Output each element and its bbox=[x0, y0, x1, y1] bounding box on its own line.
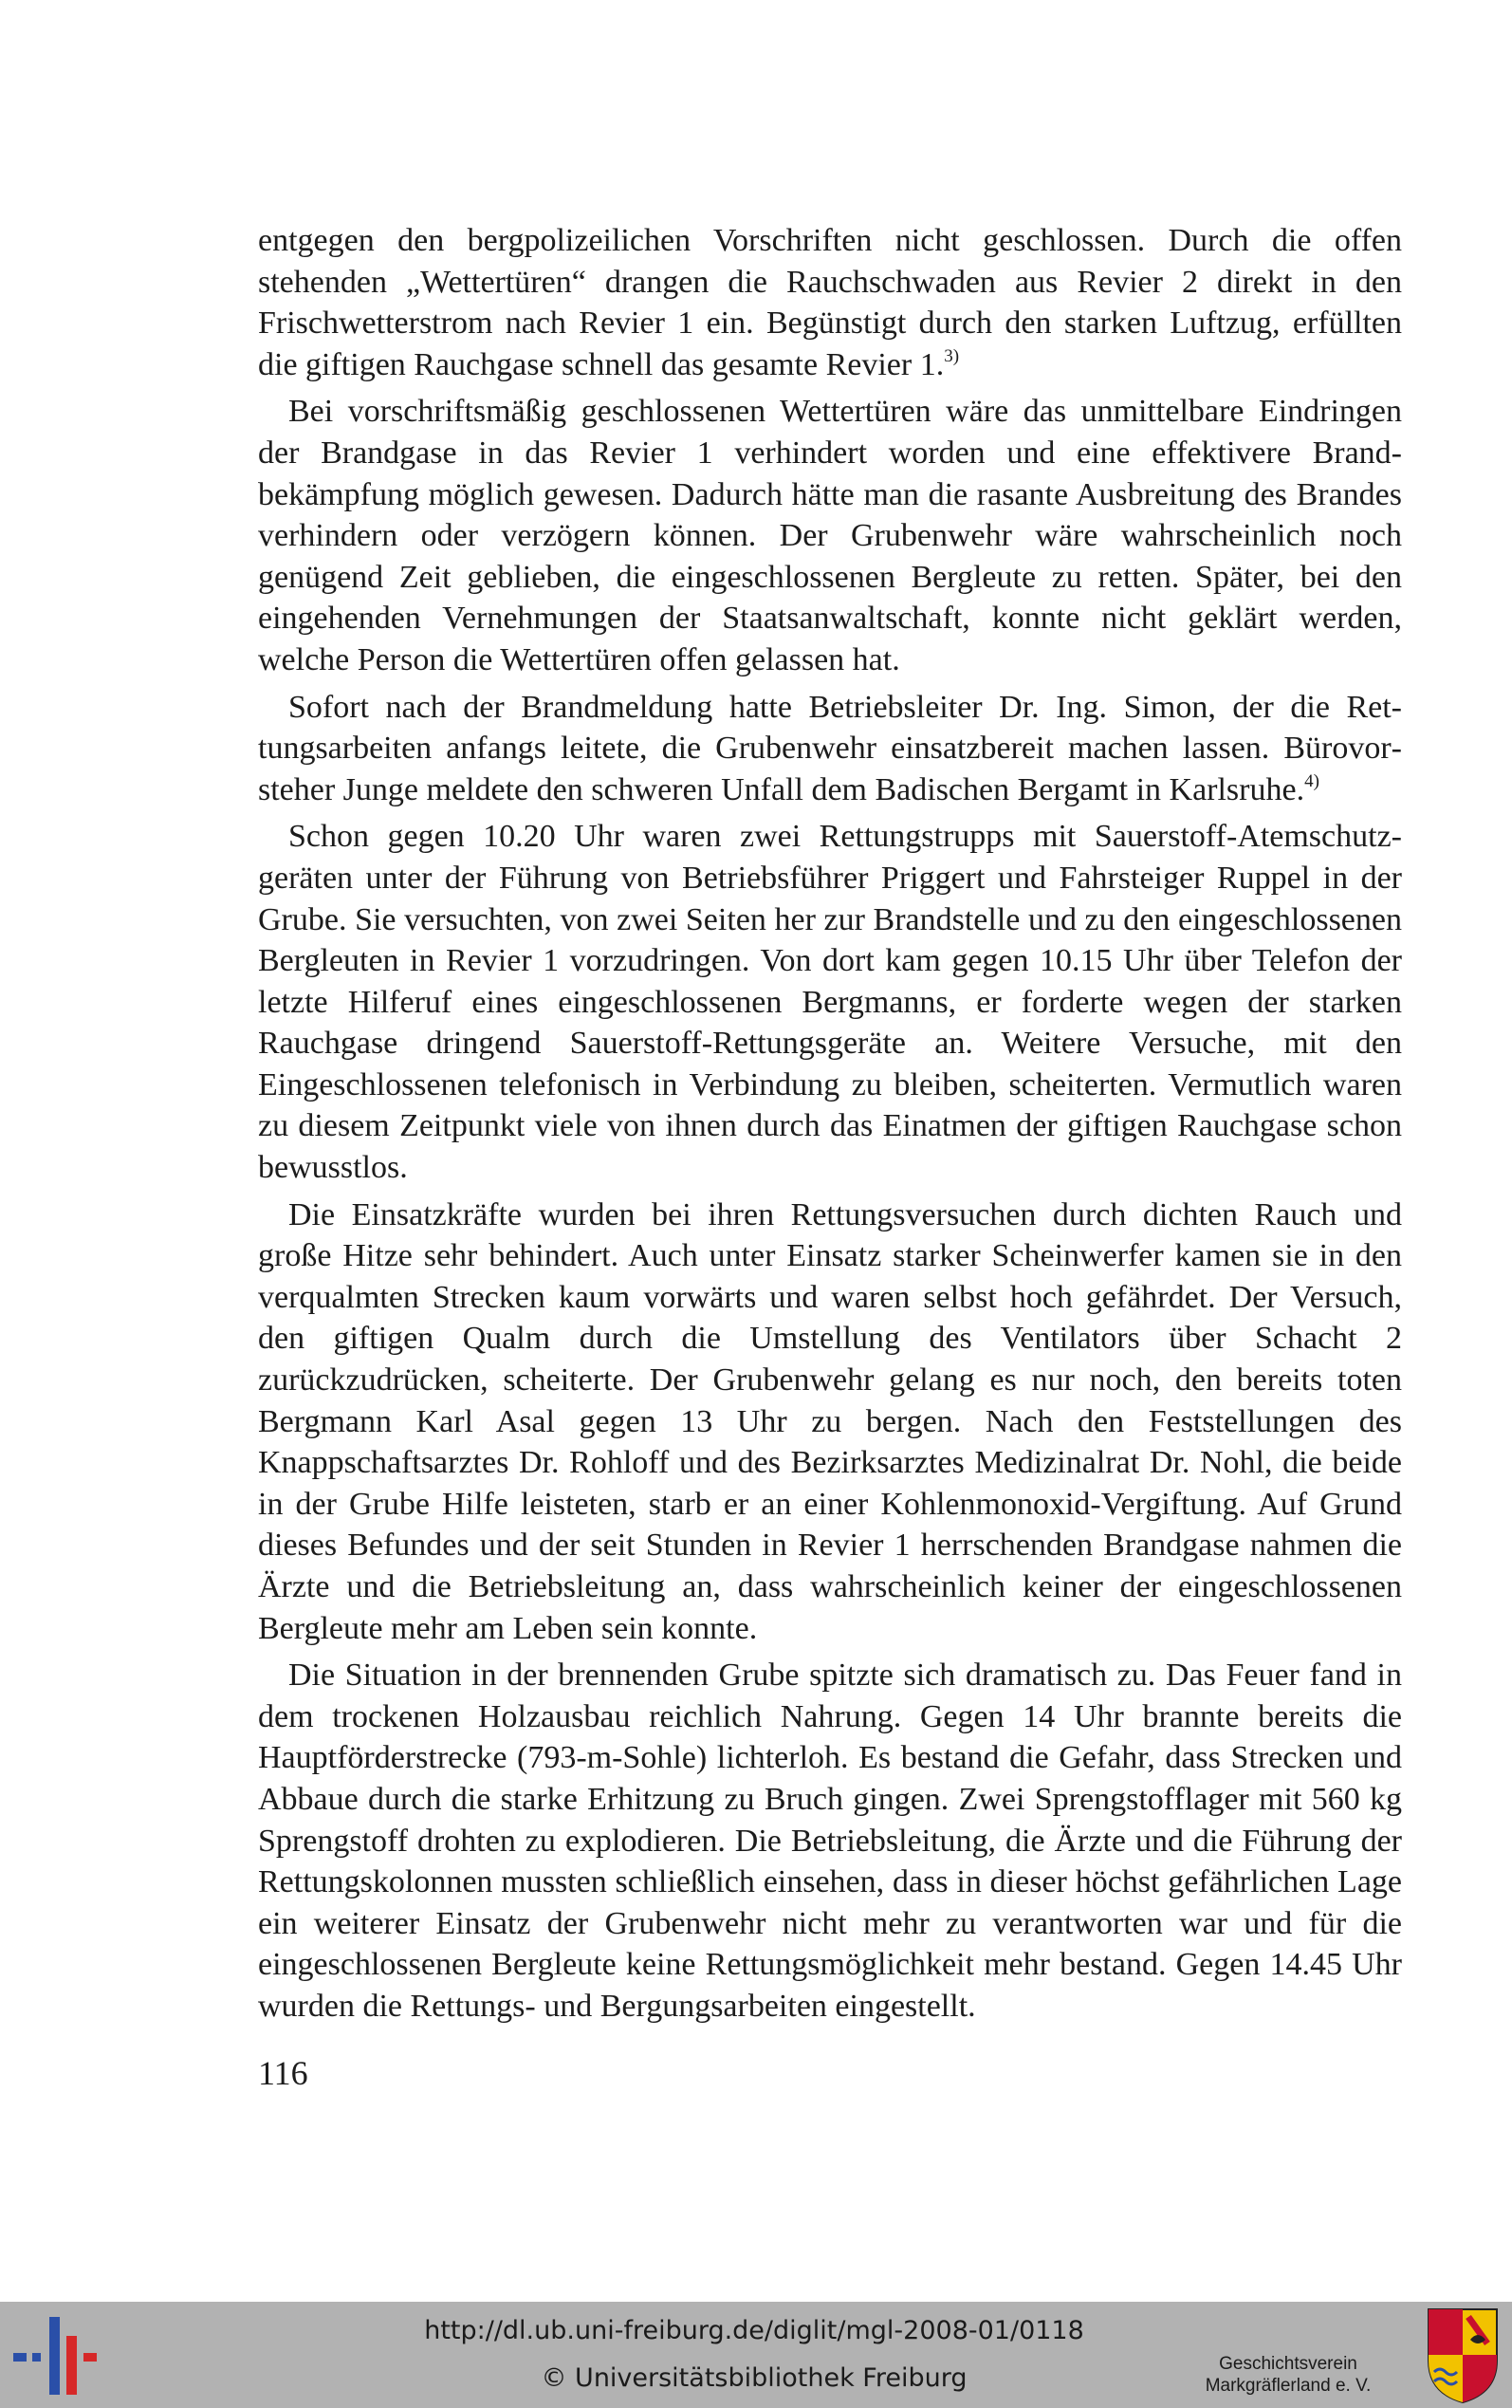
paragraph-5: Die Einsatzkräfte wurden bei ihren Rettungsversuchen durch dichten Rauch und große Hitze sehr behindert. Auch unter Einsatz starker Scheinwerfer kamen sie in den verqualmten Strecken kaum vorwärts und waren selbst hoch gefährdet. Der Versuch, den giftigen Qualm durch die Umstellung des Ventilators über Schacht 2 zurückzudrücken, scheiterte. Der Grubenwehr gelang es nur noch, den bereits toten Bergmann Karl Asal gegen 13 Uhr zu bergen. Nach den Feststellungen des Knappschaftsarztes Dr. Rohloff und des Bezirksarztes Medizinalrat Dr. Nohl, die beide in der Grube Hilfe leisteten, starb er an einer Kohlenmonoxid-Vergiftung. Auf Grund dieses Befundes und der seit Stunden in Revier 1 herrschenden Brandgase nahmen die Ärzte und die Betriebsleitung an, dass wahrscheinlich keiner der eingeschlossenen Bergleute mehr am Leben sein konnte. bbox=[258, 1196, 1402, 1646]
footer-url-link[interactable]: http://dl.ub.uni-freiburg.de/diglit/mgl-2008-01/0118 bbox=[424, 2316, 1084, 2345]
paragraph-4: Schon gegen 10.20 Uhr waren zwei Rettungstrupps mit Sauerstoff-Atemschutzgeräten unter der Führung von Betriebsführer Priggert und Fahrsteiger Ruppel in der Grube. Sie versuchten, von zwei Seiten her zur Brandstelle und zu den eingeschlossenen Bergleuten in Revier 1 vorzudringen. Von dort kam gegen 10.15 Uhr über Telefon der letzte Hilferuf eines eingeschlossenen Bergmanns, er forderte wegen der starken Rauchgase dringend Sauerstoff-Rettungsgeräte an. Weitere Versuche, mit den Eingeschlossenen telefonisch in Verbindung zu bleiben, scheiterten. Vermutlich waren zu diesem Zeitpunkt viele von ihnen durch das Einatmen der giftigen Rauchgase schon bewusstlos. bbox=[258, 819, 1402, 1186]
footnote-marker-4: 4) bbox=[1304, 770, 1319, 791]
paragraph-3-text: Sofort nach der Brandmeldung hatte Betriebsleiter Dr. Ing. Simon, der die Rettungsarbeiten anfangs leitete, die Grubenwehr einsatzbereit machen lassen. Bürovorsteher Junge meldete den schweren Unfall dem Badischen Bergamt in Karlsruhe. bbox=[258, 689, 1402, 807]
body-text bbox=[258, 220, 1402, 2033]
library-logo-icon bbox=[11, 2315, 102, 2397]
society-name-line2: Markgräflerland e. V. bbox=[1205, 2376, 1372, 2396]
society-name bbox=[1165, 2353, 1411, 2397]
paragraph-1 bbox=[258, 220, 1402, 385]
footnote-marker-3: 3) bbox=[944, 345, 960, 366]
society-name-line1: Geschichtsverein bbox=[1219, 2354, 1357, 2374]
paragraph-1-text: entgegen den bergpolizeilichen Vorschriften nicht geschlossen. Durch die offen stehenden „Wettertüren“ drangen die Rauchschwaden aus Revier 2 direkt in den Frischwetterstrom nach Revier 1 ein. Begünstigt durch den starken Luftzug, erfüllten die giftigen Rauchgase schnell das gesamte Revier 1. bbox=[258, 223, 1402, 382]
paragraph-6: Die Situation in der brennenden Grube spitzte sich dramatisch zu. Das Feuer fand in dem trockenen Holzausbau reichlich Nahrung. Gegen 14 Uhr brannte bereits die Hauptförderstrecke (793-m-Sohle) lichterloh. Es bestand die Gefahr, dass Strecken und Abbaue durch die starke Erhitzung zu Bruch gingen. Zwei Sprengstofflager mit 560 kg Sprengstoff drohten zu explodieren. Die Betriebsleitung, die Ärzte und die Führung der Rettungskolonnen mussten schließlich einsehen, dass in dieser höchst gefährlichen Lage ein weiterer Einsatz der Grubenwehr nicht mehr zu verantworten war und für die eingeschlossenen Bergleute keine Rettungsmöglichkeit mehr bestand. Gegen 14.45 Uhr wurden die Rettungs- und Bergungsarbeiten eingestellt. bbox=[258, 1658, 1402, 2024]
page-number: 116 bbox=[258, 2054, 308, 2092]
paragraph-2: Bei vorschriftsmäßig geschlossenen Wettertüren wäre das unmittelbare Eindringen der Brandgase in das Revier 1 verhindert worden und eine effektivere Brandbekämpfung möglich gewesen. Dadurch hätte man die rasante Ausbreitung des Brandes verhindern oder verzögern können. Der Grubenwehr wäre wahrscheinlich noch genügend Zeit geblieben, die eingeschlossenen Bergleute zu retten. Später, bei den eingehenden Vernehmungen der Staatsanwaltschaft, konnte nicht geklärt werden, welche Person die Wettertüren offen gelassen hat. bbox=[258, 394, 1402, 677]
coat-of-arms-icon bbox=[1425, 2306, 1501, 2404]
footer-bar bbox=[0, 2302, 1512, 2408]
footer-copyright: © Universitätsbibliothek Freiburg bbox=[541, 2363, 968, 2393]
paragraph-3 bbox=[258, 687, 1402, 811]
